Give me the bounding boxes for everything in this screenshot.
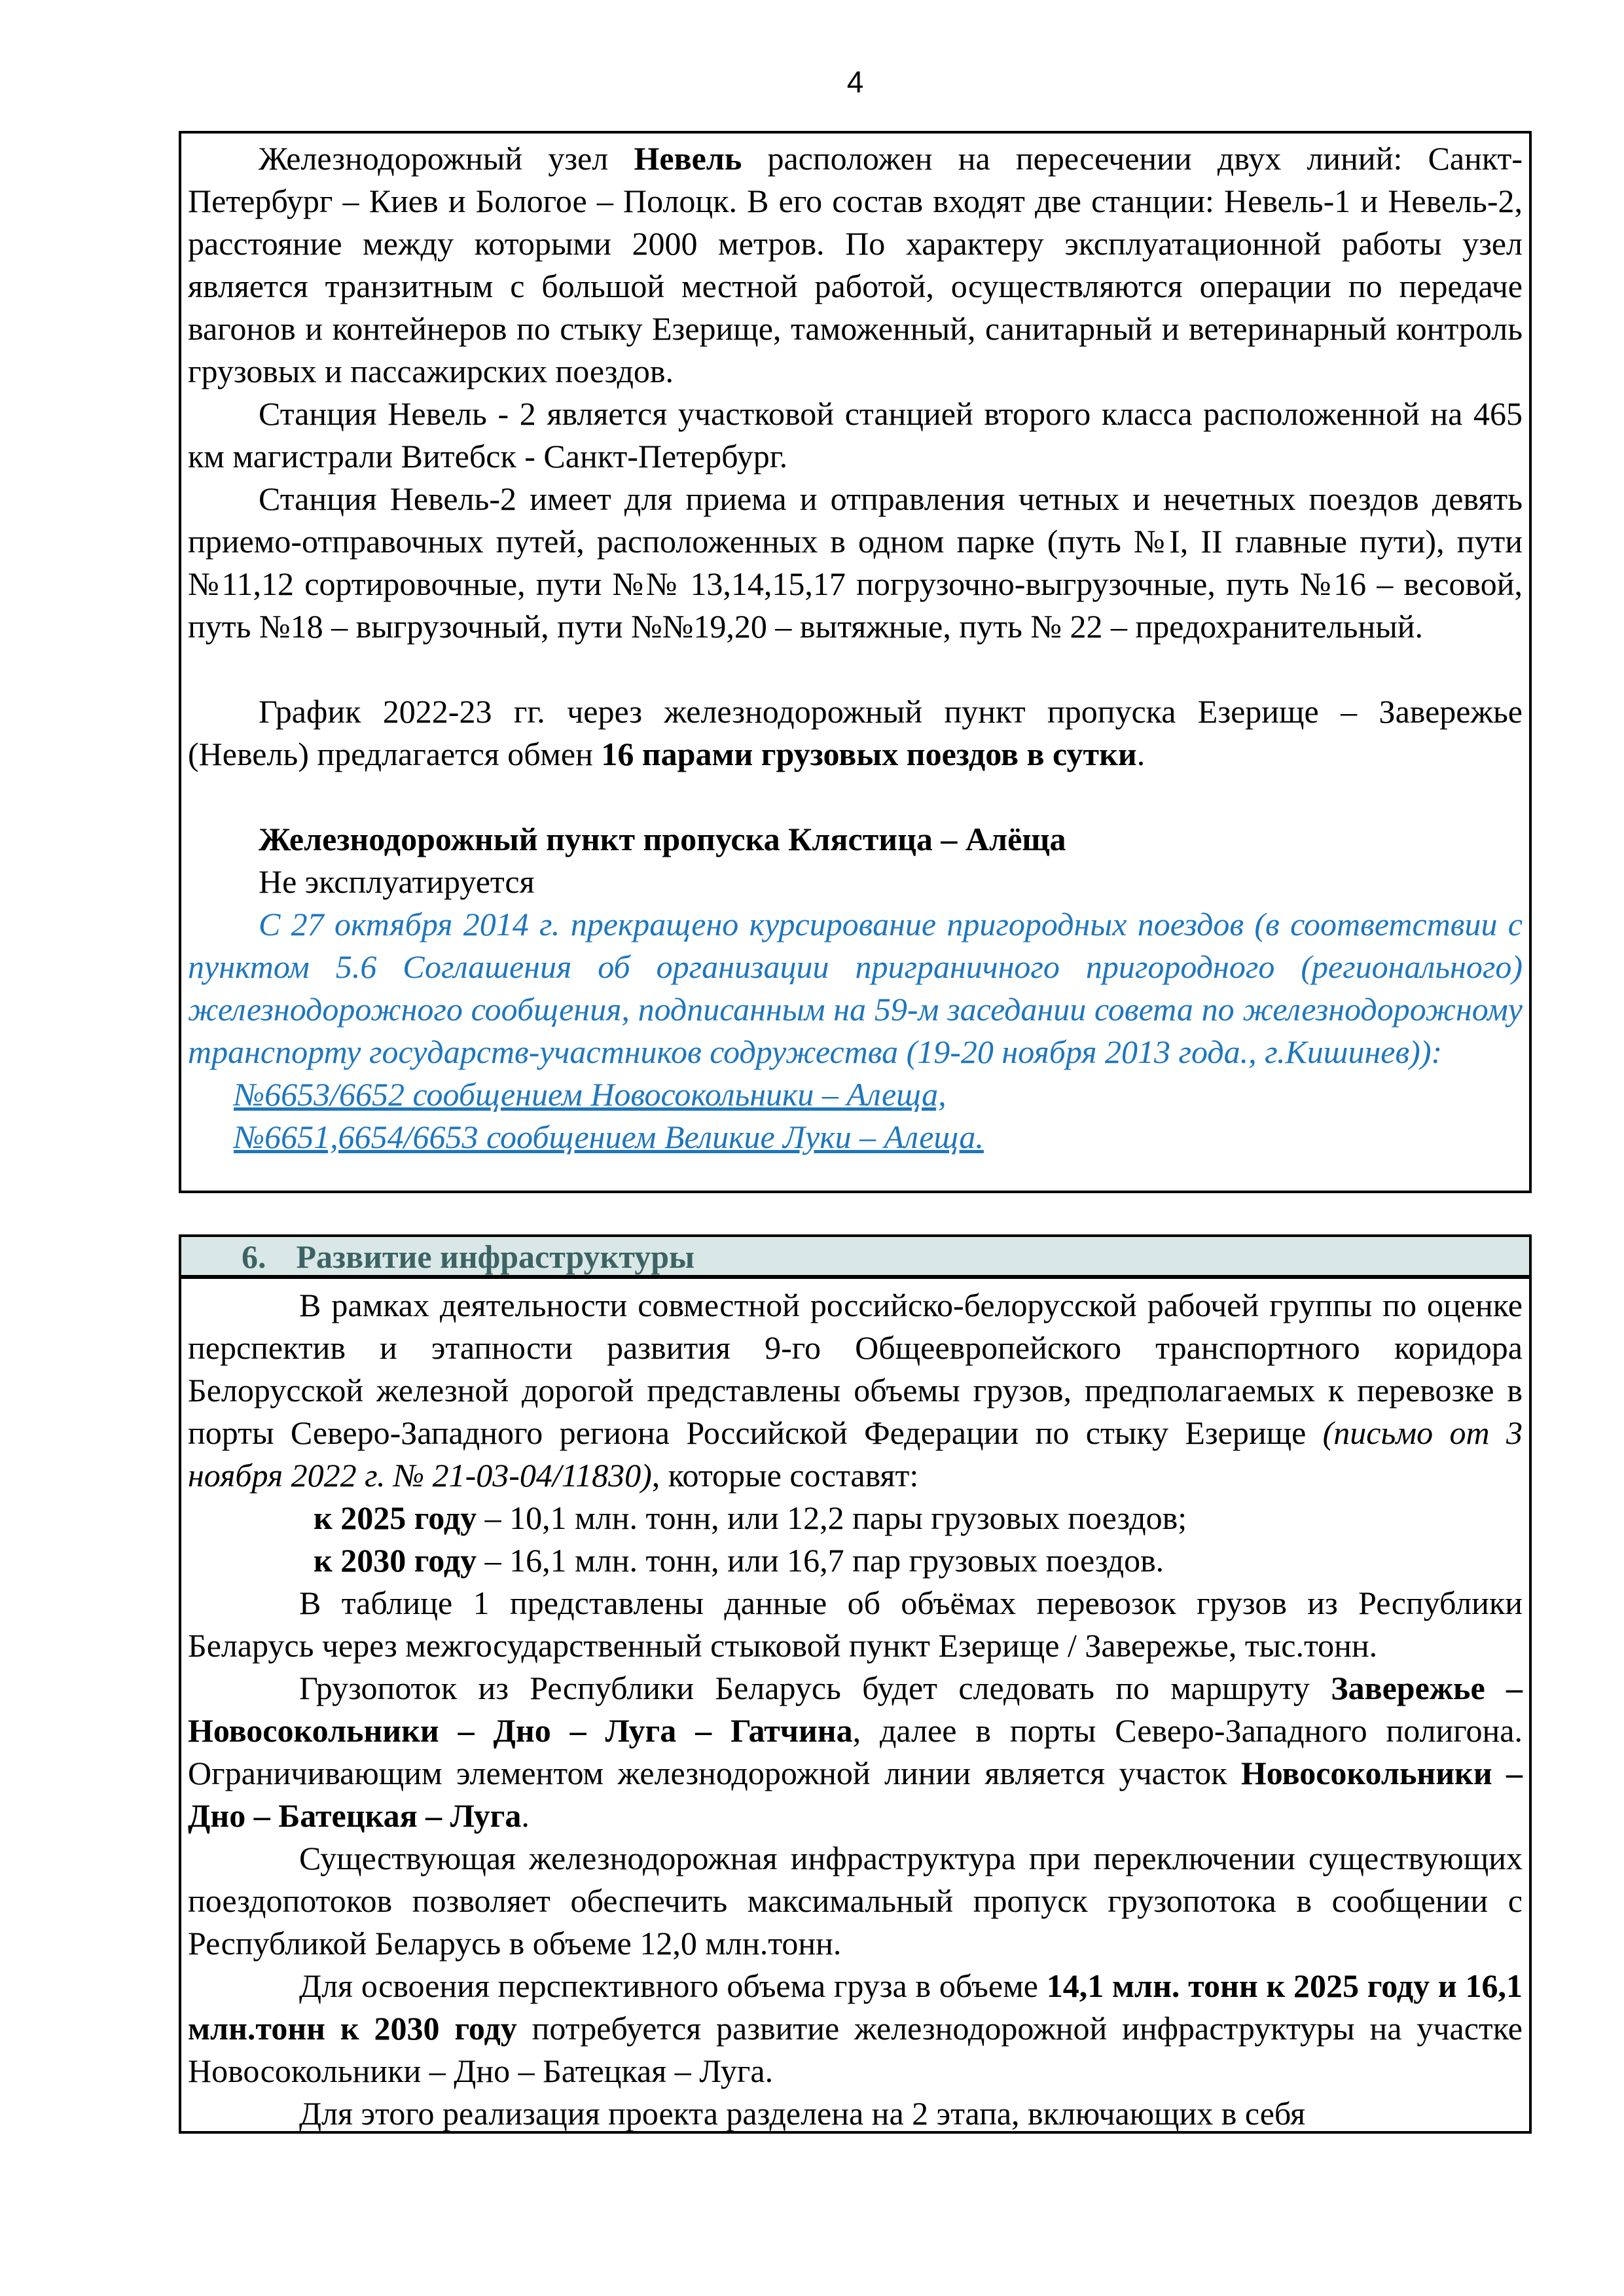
text-run: В таблице 1 представлены данные об объёмах перевозок грузов из Республики Беларусь через межгосударственный стыковой пункт Езерище / Завережье, тыс.тонн. — [188, 1585, 1523, 1664]
paragraph — [188, 1667, 1523, 1837]
text-run: График 2022-23 гг. через железнодорожный пункт пропуска Езерище – Завережье (Невель) предлагается обмен — [188, 693, 1523, 772]
text-run: – 10,1 млн. тонн, или 12,2 пары грузовых поездов; — [477, 1499, 1187, 1536]
section-6-header-band — [181, 1237, 1529, 1279]
text-run: 14,1 млн. тонн к 2025 году и 16,1 млн.тонн к 2030 году — [188, 1967, 1523, 2047]
page-number: 4 — [846, 65, 864, 99]
section-6-number: 6. — [242, 1238, 266, 1275]
text-run: к 2025 году — [314, 1499, 477, 1536]
text-run: Невель — [634, 140, 742, 177]
paragraph — [188, 1837, 1523, 1965]
text-run: Не эксплуатируется — [259, 863, 535, 900]
paragraph — [188, 478, 1523, 648]
paragraph — [188, 1116, 1523, 1158]
text-run: расположен на пересечении двух линий: Санкт-Петербург – Киев и Бологое – Полоцк. В его состав входят две станции: Невель-1 и Невель-2, расстояние между которыми 2000 метров. По характеру эксплуатационной работы узел является транзитным с большой местной работой, осуществляются операции по передаче вагонов и контейнеров по стыку Езерище, таможенный, санитарный и ветеринарный контроль грузовых и пассажирских поездов. — [188, 140, 1523, 389]
paragraph — [188, 137, 1523, 393]
text-run: Для этого реализация проекта разделена на 2 этапа, включающих в себя — [299, 2095, 1306, 2132]
text-run: Существующая железнодорожная инфраструктура при переключении существующих поездопотоков позволяет обеспечить максимальный пропуск грузопотока в сообщении с Республикой Беларусь в объеме 12,0 млн.тонн. — [188, 1840, 1523, 1962]
paragraph — [188, 1965, 1523, 2092]
paragraph — [188, 861, 1523, 903]
paragraph — [188, 1497, 1523, 1539]
text-run: , далее в порты Северо-Западного полигона. Ограничивающим элементом железнодорожной линии является участок — [188, 1712, 1523, 1791]
text-run: – 16,1 млн. тонн, или 16,7 пар грузовых поездов. — [477, 1542, 1164, 1579]
paragraph — [188, 1539, 1523, 1582]
text-run: Грузопоток из Республики Беларусь будет следовать по маршруту — [299, 1670, 1331, 1706]
text-run: 16 парами грузовых поездов в сутки — [601, 736, 1137, 772]
section-6-title: Развитие инфраструктуры — [296, 1238, 695, 1275]
paragraph — [188, 1073, 1523, 1116]
text-run: №6651,6654/6653 сообщением Великие Луки – Алеща. — [234, 1119, 984, 1155]
text-run: Новосокольники – Дно – Батецкая – Луга — [188, 1755, 1523, 1834]
text-run: В рамках деятельности совместной российско-белорусской рабочей группы по оценке перспектив и этапности развития 9-го Общеевропейского транспортного коридора Белорусской железной дорогой представлены объемы грузов, предполагаемых к перевозке в порты Северо-Западного региона Российской Федерации по стыку Езерище — [188, 1287, 1523, 1451]
content-box-bottom — [181, 1279, 1529, 2134]
text-run: . — [1136, 736, 1146, 772]
blank-line — [188, 648, 1523, 691]
content-box-top — [179, 131, 1532, 1193]
paragraph — [188, 818, 1523, 861]
text-run: Железнодорожный пункт пропуска Клястица – Алёща — [259, 821, 1066, 857]
text-run: Железнодорожный узел — [259, 140, 634, 177]
paragraph — [188, 2092, 1523, 2134]
text-run: С 27 октября 2014 г. прекращено курсирование пригородных поездов (в соответствии с пунктом 5.6 Соглашения об организации приграничного пригородного (регионального) железнодорожного сообщения, подписанным на 59-м заседании совета по железнодорожному транспорту государств-участников содружества (19-20 ноября 2013 года., г.Кишинев)): — [188, 906, 1523, 1070]
paragraph — [188, 903, 1523, 1073]
text-run: . — [521, 1797, 530, 1834]
text-run: Станция Невель - 2 является участковой станцией второго класса расположенной на 465 км магистрали Витебск - Санкт-Петербург. — [188, 395, 1523, 475]
blank-line — [188, 776, 1523, 818]
text-run: №6653/6652 сообщением Новосокольники – Алеща, — [234, 1076, 947, 1113]
text-run: Для освоения перспективного объема груза в объеме — [299, 1967, 1047, 2004]
text-run: Станция Невель-2 имеет для приема и отправления четных и нечетных поездов девять приемо-отправочных путей, расположенных в одном парке (путь №I, II главные пути), пути №11,12 сортировочные, пути №№ 13,14,15,17 погрузочно-выгрузочные, путь №16 – весовой, путь №18 – выгрузочный, пути №№19,20 – вытяжные, путь № 22 – предохранительный. — [188, 480, 1523, 645]
paragraph — [188, 691, 1523, 776]
paragraph — [188, 393, 1523, 478]
paragraph — [188, 1284, 1523, 1497]
text-run: (письмо от 3 ноября 2022 г. № 21-03-04/11830) — [188, 1414, 1523, 1494]
text-run: к 2030 году — [314, 1542, 477, 1579]
paragraph — [188, 1582, 1523, 1667]
text-run: потребуется развитие железнодорожной инфраструктуры на участке Новосокольники – Дно – Батецкая – Луга. — [188, 2010, 1523, 2089]
text-run: , которые составят: — [651, 1457, 919, 1494]
section-6-table — [179, 1234, 1532, 2134]
text-run: Завережье – Новосокольники – Дно – Луга – Гатчина — [188, 1670, 1523, 1749]
